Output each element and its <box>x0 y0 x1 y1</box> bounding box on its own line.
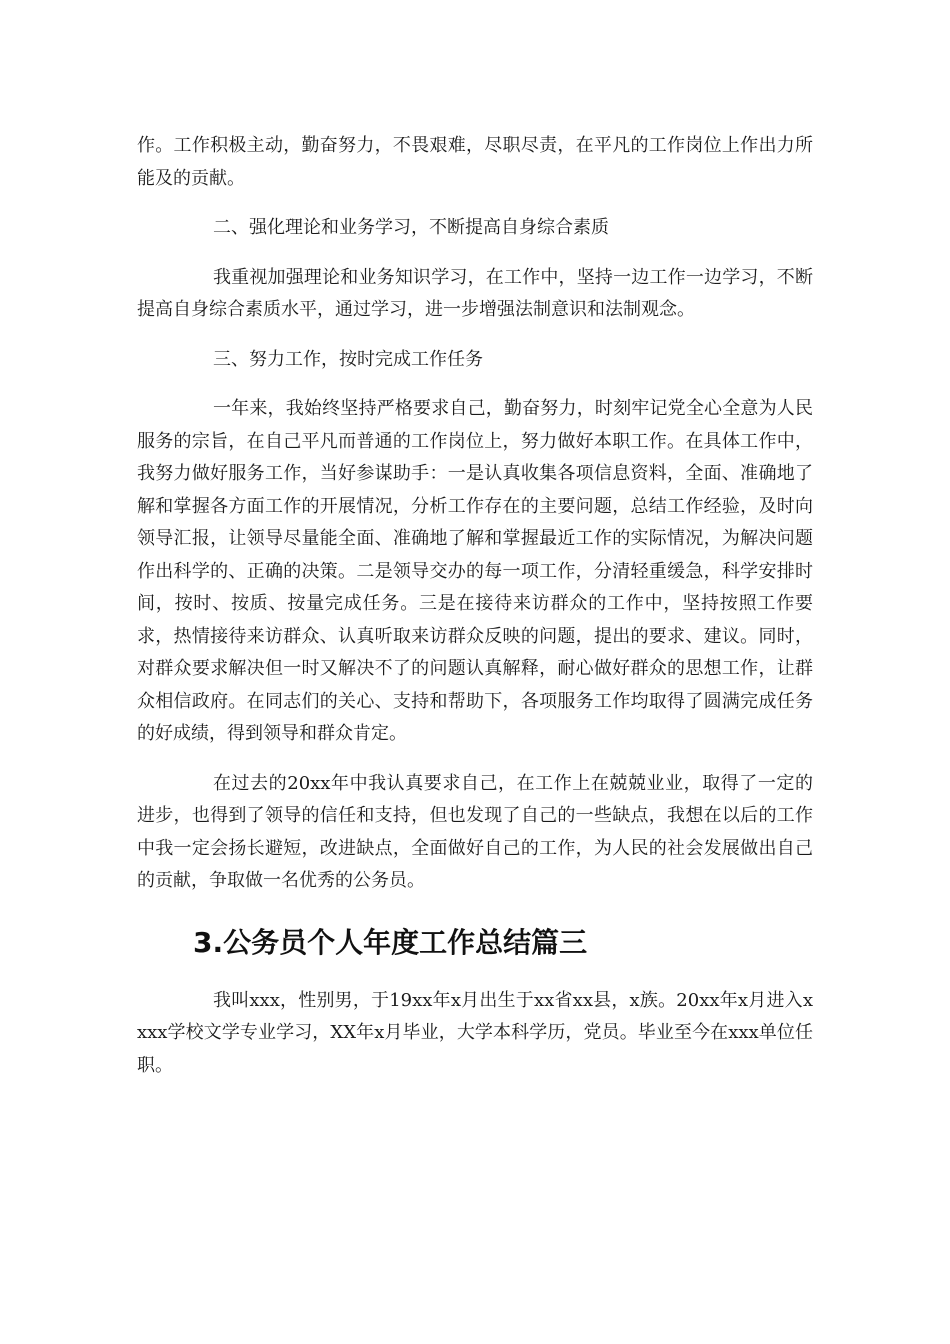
document-page <box>137 130 813 1082</box>
section-heading-2: 二、强化理论和业务学习，不断提高自身综合素质 <box>213 217 609 238</box>
paragraph-continuation: 作。工作积极主动，勤奋努力，不畏艰难，尽职尽责，在平凡的工作岗位上作出力所能及的贡献。 <box>137 135 813 189</box>
paragraph-study: 我重视加强理论和业务知识学习，在工作中，坚持一边工作一边学习，不断提高自身综合素质水平，通过学习，进一步增强法制意识和法制观念。 <box>137 266 813 320</box>
article-heading: 3.公务员个人年度工作总结篇三 <box>193 925 588 959</box>
paragraph-summary: 在过去的20xx年中我认真要求自己，在工作上在兢兢业业，取得了一定的进步，也得到了领导的信任和支持，但也发现了自己的一些缺点，我想在以后的工作中我一定会扬长避短，改进缺点，全面做好自己的工作，为人民的社会发展做出自己的贡献，争取做一名优秀的公务员。 <box>137 772 813 891</box>
section-heading-3: 三、努力工作，按时完成工作任务 <box>213 348 483 370</box>
paragraph-work: 一年来，我始终坚持严格要求自己，勤奋努力，时刻牢记党全心全意为人民服务的宗旨，在自己平凡而普通的工作岗位上，努力做好本职工作。在具体工作中，我努力做好服务工作，当好参谋助手：一是认真收集各项信息资料，全面、准确地了解和掌握各方面工作的开展情况，分析工作存在的主要问题，总结工作经验，及时向领导汇报，让领导尽量能全面、准确地了解和掌握最近工作的实际情况，为解决问题作出科学的、正确的决策。二是领导交办的每一项工作，分清轻重缓急，科学安排时间，按时、按质、按量完成任务。三是在接待来访群众的工作中，坚持按照工作要求，热情接待来访群众、认真听取来访群众反映的问题，提出的要求、建议。同时，对群众要求解决但一时又解决不了的问题认真解释，耐心做好群众的思想工作，让群众相信政府。在同志们的关心、支持和帮助下，各项服务工作均取得了圆满完成任务的好成绩，得到领导和群众肯定。 <box>137 398 813 744</box>
paragraph-intro: 我叫xxx，性别男，于19xx年x月出生于xx省xx县，x族。20xx年x月进入xxxx学校文学专业学习，XX年x月毕业，大学本科学历，党员。毕业至今在xxx单位任职。 <box>137 989 813 1076</box>
